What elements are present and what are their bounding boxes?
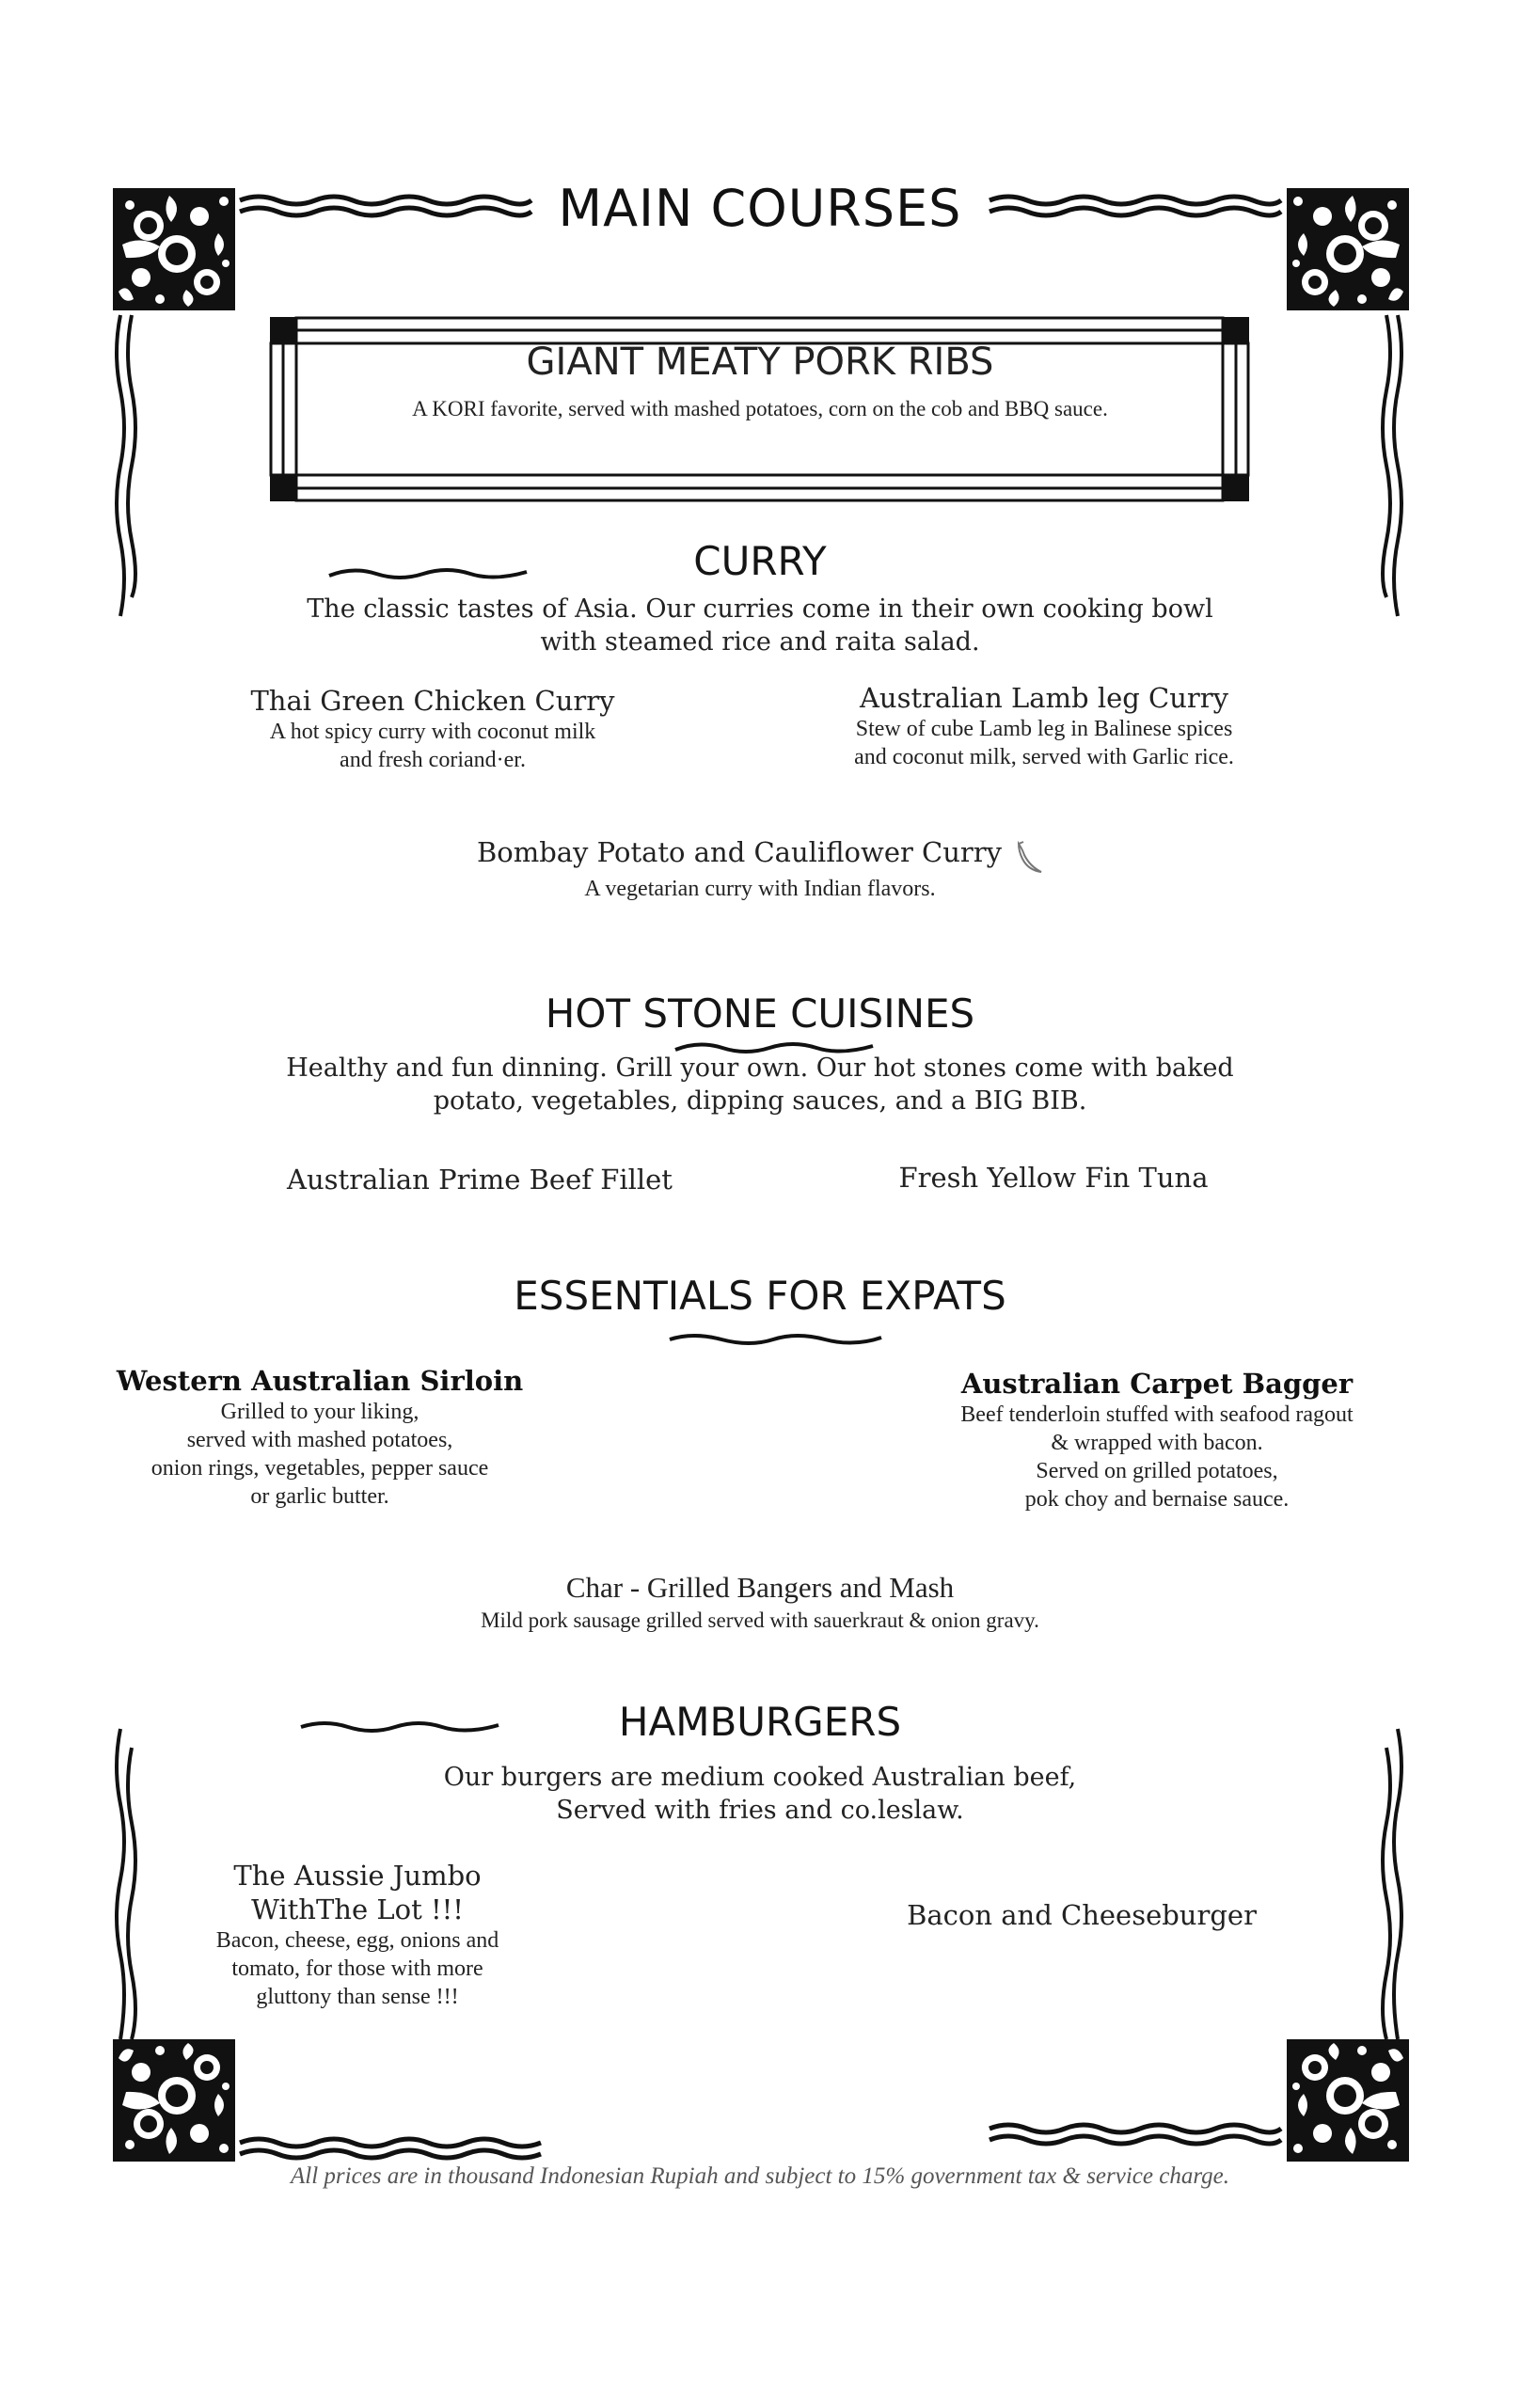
essentials-item-name: Western Australian Sirloin [116, 1365, 524, 1397]
curry-item-desc: A vegetarian curry with Indian flavors. [584, 877, 936, 901]
chili-icon [1015, 842, 1043, 874]
essentials-item-desc: served with mashed potatoes, [186, 1428, 453, 1452]
essentials-item-desc: or garlic butter. [250, 1484, 389, 1509]
hamburgers-item-desc: gluttony than sense !!! [256, 1985, 459, 2009]
bottom-border-right [990, 2121, 1281, 2149]
essentials-item-desc: & wrapped with bacon. [1051, 1431, 1263, 1455]
hot-stone-title: HOT STONE CUISINES [545, 990, 975, 1037]
featured-name: GIANT MEATY PORK RIBS [526, 341, 994, 384]
curry-item-desc: and coconut milk, served with Garlic rice. [854, 745, 1234, 769]
essentials-item-name: Char - Grilled Bangers and Mash [565, 1571, 955, 1604]
essentials-item-name: Australian Carpet Bagger [960, 1368, 1354, 1400]
curry-title: CURRY [693, 538, 827, 584]
hamburgers-item-desc: tomato, for those with more [231, 1956, 483, 1981]
essentials-item-desc: Served on grilled potatoes, [1036, 1459, 1278, 1483]
essentials-swirl [670, 1330, 881, 1349]
hamburgers-item-desc: Bacon, cheese, egg, onions and [215, 1928, 499, 1953]
curry-item-name: Thai Green Chicken Curry [250, 685, 615, 717]
essentials-title: ESSENTIALS FOR EXPATS [514, 1273, 1006, 1319]
curry-description-line-1: The classic tastes of Asia. Our curries come in their own cooking bowl [307, 594, 1213, 624]
curry-item-name: Australian Lamb leg Curry [859, 682, 1229, 714]
curry-item-desc: Stew of cube Lamb leg in Balinese spices [855, 717, 1233, 741]
featured-description: A KORI favorite, served with mashed potatoes, corn on the cob and BBQ sauce. [412, 397, 1108, 420]
curry-item-name: Bombay Potato and Cauliflower Curry [476, 836, 1003, 868]
essentials-item-desc: Mild pork sausage grilled served with sauerkraut & onion gravy. [481, 1608, 1039, 1632]
hamburgers-description-line-1: Our burgers are medium cooked Australian beef, [443, 1763, 1077, 1792]
hot-stone-item: Fresh Yellow Fin Tuna [898, 1162, 1209, 1194]
hot-stone-item: Australian Prime Beef Fillet [287, 1164, 673, 1196]
hamburgers-title: HAMBURGERS [618, 1699, 902, 1745]
hot-stone-description-line-1: Healthy and fun dinning. Grill your own. Our hot stones come with baked [286, 1054, 1234, 1083]
hamburgers-item-name: The Aussie Jumbo [233, 1860, 482, 1892]
hamburgers-item-name: WithThe Lot !!! [251, 1893, 464, 1925]
price-footnote: All prices are in thousand Indonesian Rupiah and subject to 15% government tax & service charge. [291, 2163, 1229, 2189]
essentials-item-desc: onion rings, vegetables, pepper sauce [150, 1456, 489, 1481]
curry-description-line-2: with steamed rice and raita salad. [540, 627, 980, 657]
page-title: MAIN COURSES [558, 179, 962, 238]
curry-item-desc: and fresh coriand·er. [340, 748, 526, 772]
hamburgers-description-line-2: Served with fries and co.leslaw. [556, 1796, 964, 1825]
curry-item-desc: A hot spicy curry with coconut milk [269, 720, 596, 744]
hamburgers-item-name: Bacon and Cheeseburger [907, 1899, 1257, 1931]
essentials-item-desc: Beef tenderloin stuffed with seafood ragout [960, 1402, 1354, 1427]
corner-ornament-bottom-left [113, 2039, 235, 2162]
essentials-item-desc: pok choy and bernaise sauce. [1024, 1487, 1290, 1512]
bottom-border-left [240, 2135, 541, 2163]
essentials-item-desc: Grilled to your liking, [220, 1400, 420, 1424]
hot-stone-description-line-2: potato, vegetables, dipping sauces, and a BIG BIB. [433, 1086, 1087, 1116]
corner-ornament-bottom-right [1287, 2039, 1409, 2162]
